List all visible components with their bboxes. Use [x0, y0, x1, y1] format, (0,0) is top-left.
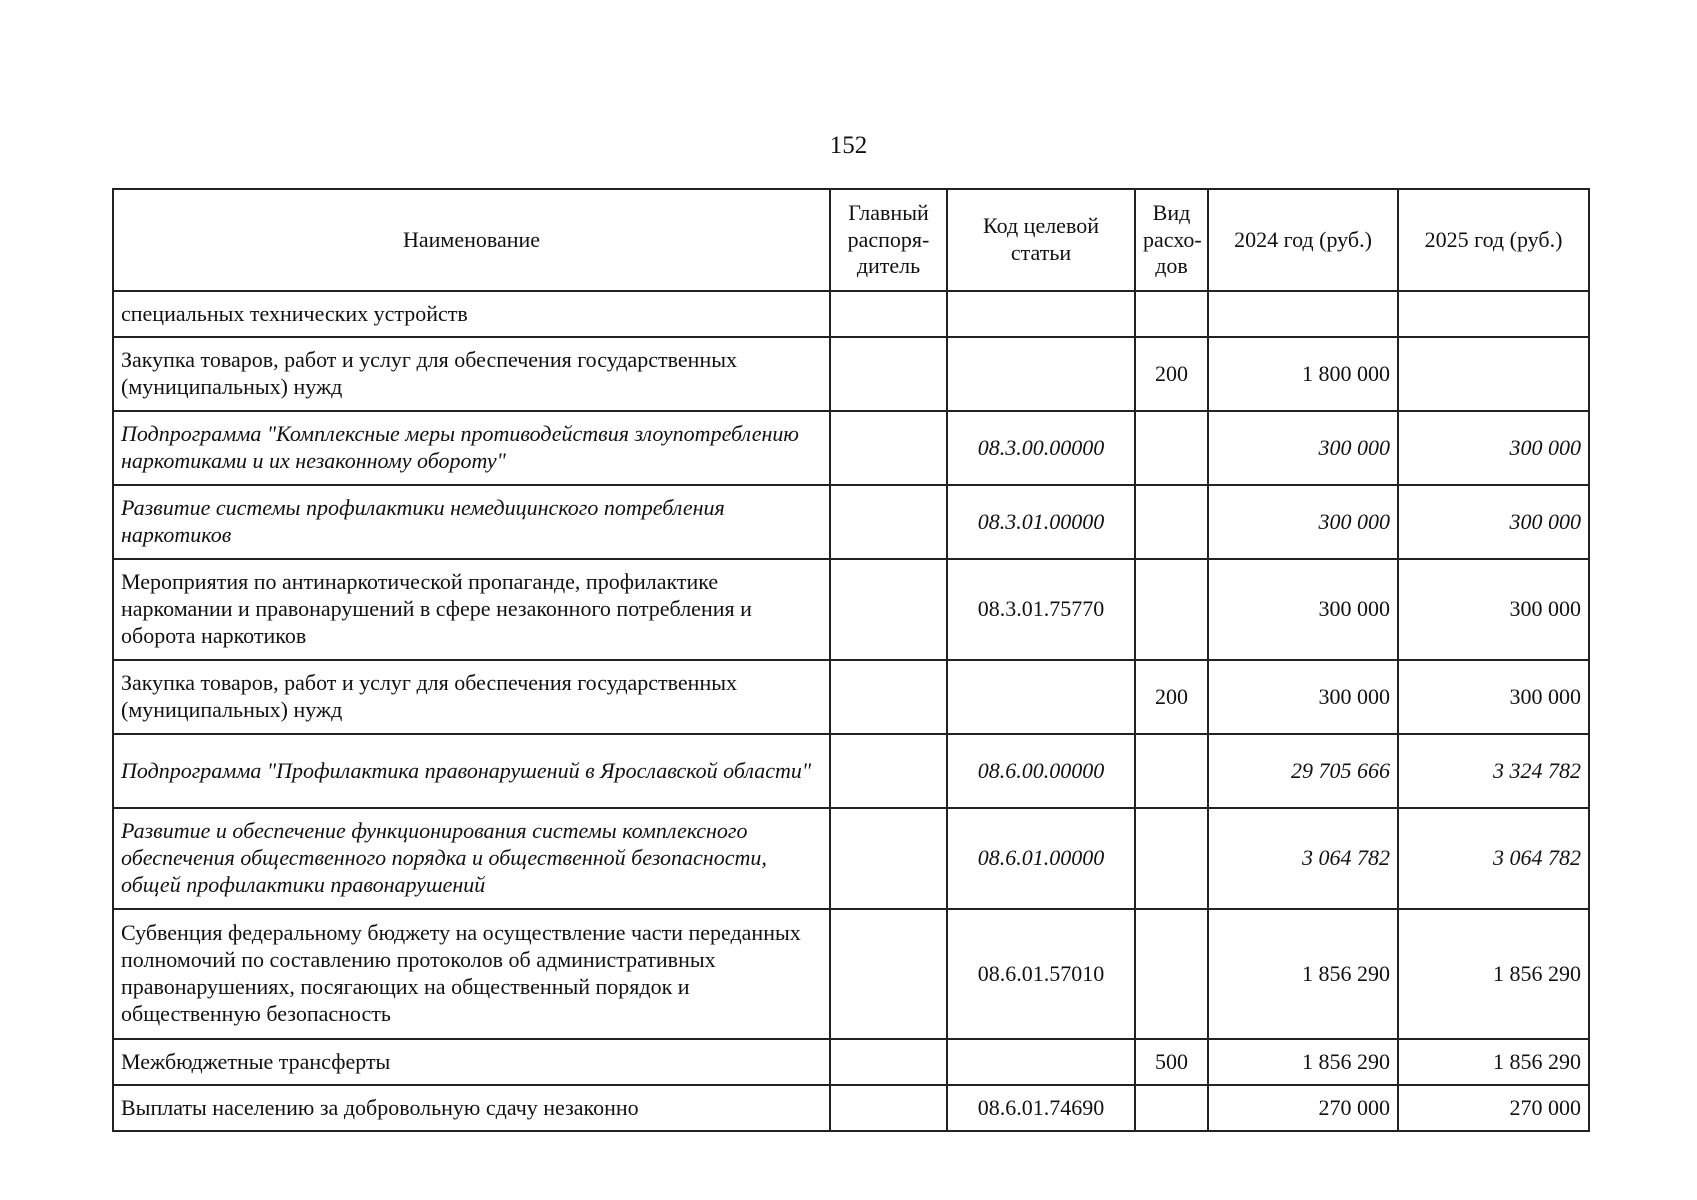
row-kind — [1135, 291, 1208, 337]
row-code: 08.3.01.75770 — [947, 559, 1135, 660]
row-2024: 1 800 000 — [1208, 337, 1398, 411]
row-2024: 29 705 666 — [1208, 734, 1398, 808]
row-code: 08.6.01.00000 — [947, 808, 1135, 909]
row-manager — [830, 411, 947, 485]
row-2024: 300 000 — [1208, 411, 1398, 485]
row-manager — [830, 1085, 947, 1131]
table-row — [113, 808, 1589, 909]
row-name: Подпрограмма "Комплексные меры противодействия злоупотреблению наркотиками и их незаконному обороту" — [113, 411, 830, 485]
row-kind — [1135, 485, 1208, 559]
row-manager — [830, 1039, 947, 1085]
row-manager — [830, 559, 947, 660]
row-2024: 1 856 290 — [1208, 1039, 1398, 1085]
row-2024: 270 000 — [1208, 1085, 1398, 1131]
row-kind — [1135, 808, 1208, 909]
table-row — [113, 1039, 1589, 1085]
row-name: Субвенция федеральному бюджету на осуществление части переданных полномочий по составлению протоколов об административных правонарушениях, посягающих на общественный порядок и общественную безопасность — [113, 909, 830, 1039]
row-code: 08.6.01.57010 — [947, 909, 1135, 1039]
table-header-row — [113, 189, 1589, 291]
row-name: специальных технических устройств — [113, 291, 830, 337]
header-kind: Вид расхо-дов — [1135, 189, 1208, 291]
row-code — [947, 291, 1135, 337]
header-2025: 2025 год (руб.) — [1398, 189, 1589, 291]
row-2025: 300 000 — [1398, 485, 1589, 559]
row-code — [947, 337, 1135, 411]
table-body — [113, 291, 1589, 1131]
row-manager — [830, 660, 947, 734]
row-2024: 1 856 290 — [1208, 909, 1398, 1039]
row-manager — [830, 734, 947, 808]
row-name: Подпрограмма "Профилактика правонарушений в Ярославской области" — [113, 734, 830, 808]
header-code: Код целевой статьи — [947, 189, 1135, 291]
row-2025: 300 000 — [1398, 660, 1589, 734]
row-2025 — [1398, 337, 1589, 411]
table-row — [113, 559, 1589, 660]
row-name: Межбюджетные трансферты — [113, 1039, 830, 1085]
row-code: 08.3.00.00000 — [947, 411, 1135, 485]
row-code: 08.3.01.00000 — [947, 485, 1135, 559]
table-row — [113, 337, 1589, 411]
row-kind — [1135, 1085, 1208, 1131]
header-2024: 2024 год (руб.) — [1208, 189, 1398, 291]
row-kind — [1135, 559, 1208, 660]
row-name: Развитие и обеспечение функционирования системы комплексного обеспечения общественного порядка и общественной безопасности, общей профилактики правонарушений — [113, 808, 830, 909]
row-2025: 1 856 290 — [1398, 909, 1589, 1039]
row-2025 — [1398, 291, 1589, 337]
row-2025: 1 856 290 — [1398, 1039, 1589, 1085]
row-manager — [830, 909, 947, 1039]
table-row — [113, 909, 1589, 1039]
table-row — [113, 1085, 1589, 1131]
row-kind — [1135, 411, 1208, 485]
row-kind — [1135, 734, 1208, 808]
row-name: Выплаты населению за добровольную сдачу незаконно — [113, 1085, 830, 1131]
row-2025: 270 000 — [1398, 1085, 1589, 1131]
row-manager — [830, 485, 947, 559]
row-name: Закупка товаров, работ и услуг для обеспечения государственных (муниципальных) нужд — [113, 660, 830, 734]
row-2025: 3 324 782 — [1398, 734, 1589, 808]
header-name: Наименование — [113, 189, 830, 291]
table-row — [113, 411, 1589, 485]
row-2024: 3 064 782 — [1208, 808, 1398, 909]
row-manager — [830, 808, 947, 909]
row-kind: 500 — [1135, 1039, 1208, 1085]
row-2024: 300 000 — [1208, 660, 1398, 734]
row-kind — [1135, 909, 1208, 1039]
table-row — [113, 734, 1589, 808]
row-kind: 200 — [1135, 660, 1208, 734]
row-code: 08.6.00.00000 — [947, 734, 1135, 808]
row-code — [947, 660, 1135, 734]
row-name: Закупка товаров, работ и услуг для обеспечения государственных (муниципальных) нужд — [113, 337, 830, 411]
row-code — [947, 1039, 1135, 1085]
row-2024: 300 000 — [1208, 559, 1398, 660]
table-row — [113, 291, 1589, 337]
budget-table — [112, 188, 1590, 1132]
row-2024 — [1208, 291, 1398, 337]
row-code: 08.6.01.74690 — [947, 1085, 1135, 1131]
header-manager: Главный распоря-дитель — [830, 189, 947, 291]
row-2025: 300 000 — [1398, 411, 1589, 485]
page-number: 152 — [829, 132, 868, 159]
row-manager — [830, 291, 947, 337]
row-name: Развитие системы профилактики немедицинского потребления наркотиков — [113, 485, 830, 559]
row-name: Мероприятия по антинаркотической пропаганде, профилактике наркомании и правонарушений в сфере незаконного потребления и оборота наркотиков — [113, 559, 830, 660]
table-row — [113, 485, 1589, 559]
table-row — [113, 660, 1589, 734]
row-manager — [830, 337, 947, 411]
row-2024: 300 000 — [1208, 485, 1398, 559]
row-kind: 200 — [1135, 337, 1208, 411]
row-2025: 3 064 782 — [1398, 808, 1589, 909]
row-2025: 300 000 — [1398, 559, 1589, 660]
